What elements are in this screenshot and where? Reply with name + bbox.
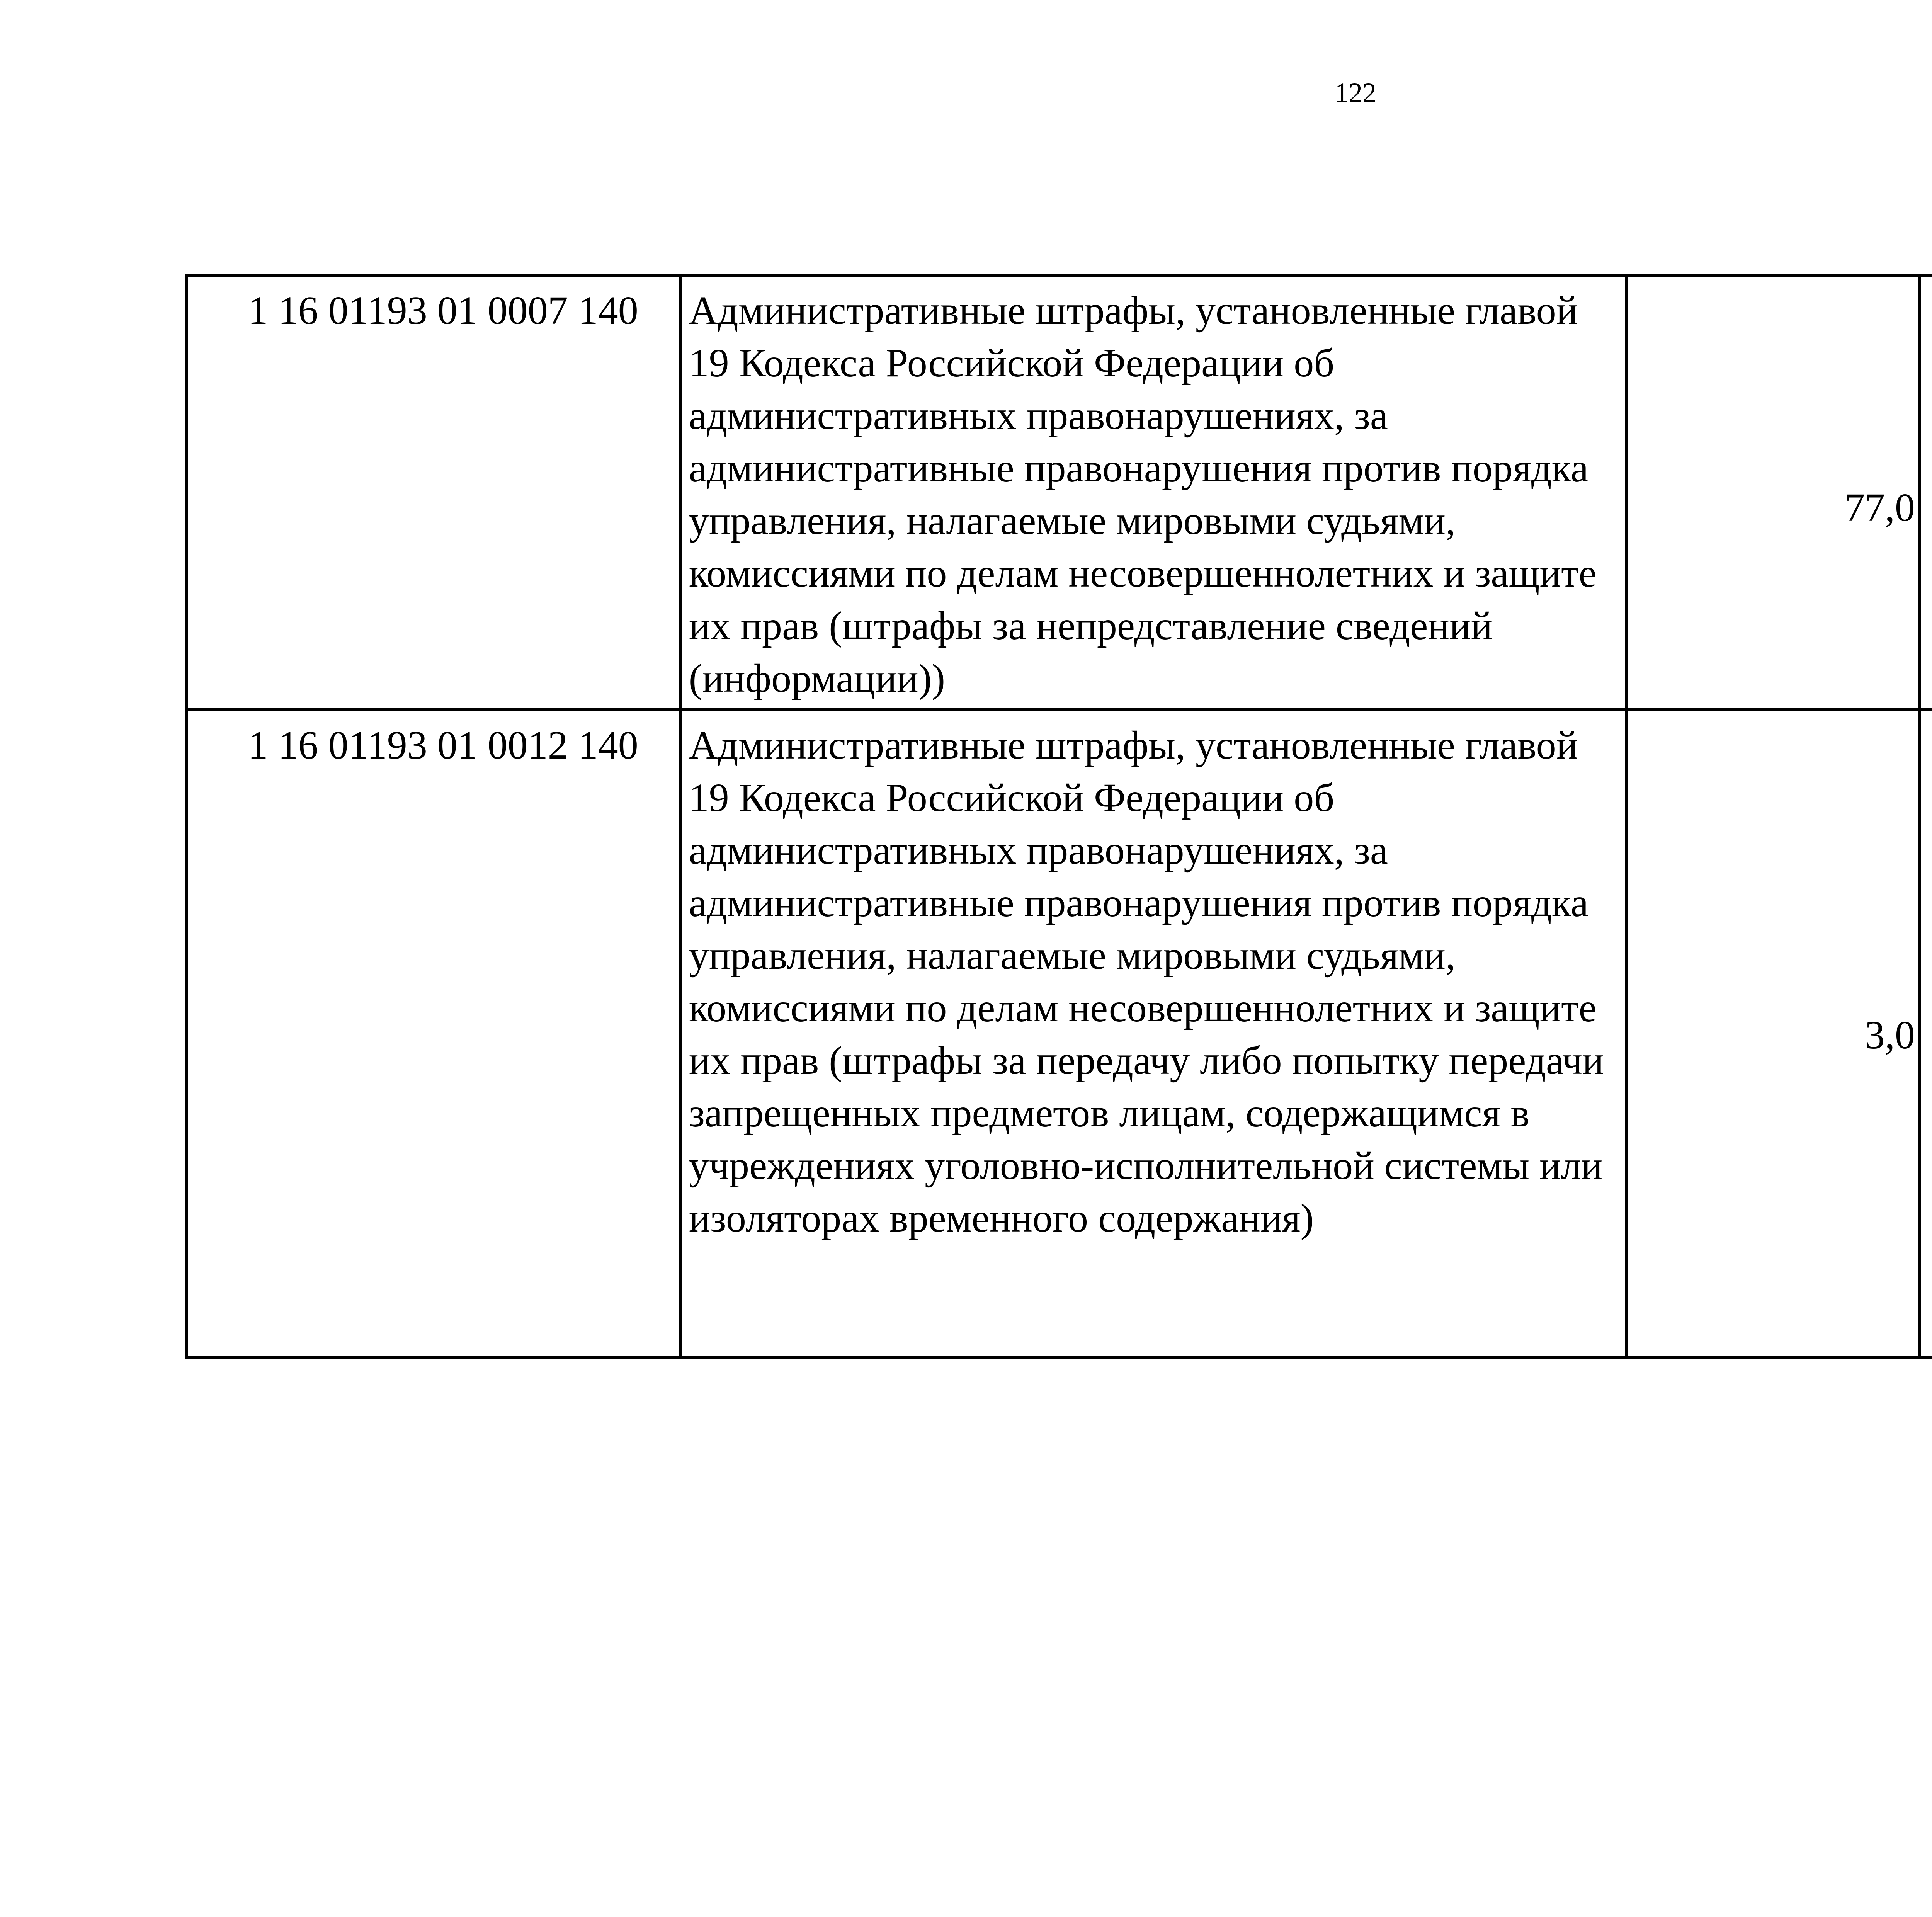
value-cell-2 bbox=[1920, 275, 1932, 710]
table-row bbox=[186, 710, 1932, 1357]
value-cell-1: 77,0 bbox=[1626, 275, 1920, 710]
description-cell: Административные штрафы, установленные главой 19 Кодекса Российской Федерации об административных правонарушениях, за административные правонарушения против порядка управления, налагаемые мировыми судьями, комиссиями по делам несовершеннолетних и защите их прав (штрафы за передачу либо попытку передачи запрещенных предметов лицам, содержащимся в учреждениях уголовно-исполнительной системы или изоляторах временного содержания) bbox=[680, 710, 1626, 1357]
table-row bbox=[186, 275, 1932, 710]
budget-code-cell: 1 16 01193 01 0012 140 bbox=[186, 710, 680, 1357]
value-cell-2 bbox=[1920, 710, 1932, 1357]
page-number: 122 bbox=[1335, 77, 1376, 108]
value-cell-1: 3,0 bbox=[1626, 710, 1920, 1357]
budget-table bbox=[185, 274, 1932, 1359]
budget-code-cell: 1 16 01193 01 0007 140 bbox=[186, 275, 680, 710]
description-cell: Административные штрафы, установленные главой 19 Кодекса Российской Федерации об административных правонарушениях, за административные правонарушения против порядка управления, налагаемые мировыми судьями, комиссиями по делам несовершеннолетних и защите их прав (штрафы за непредставление сведений (информации)) bbox=[680, 275, 1626, 710]
